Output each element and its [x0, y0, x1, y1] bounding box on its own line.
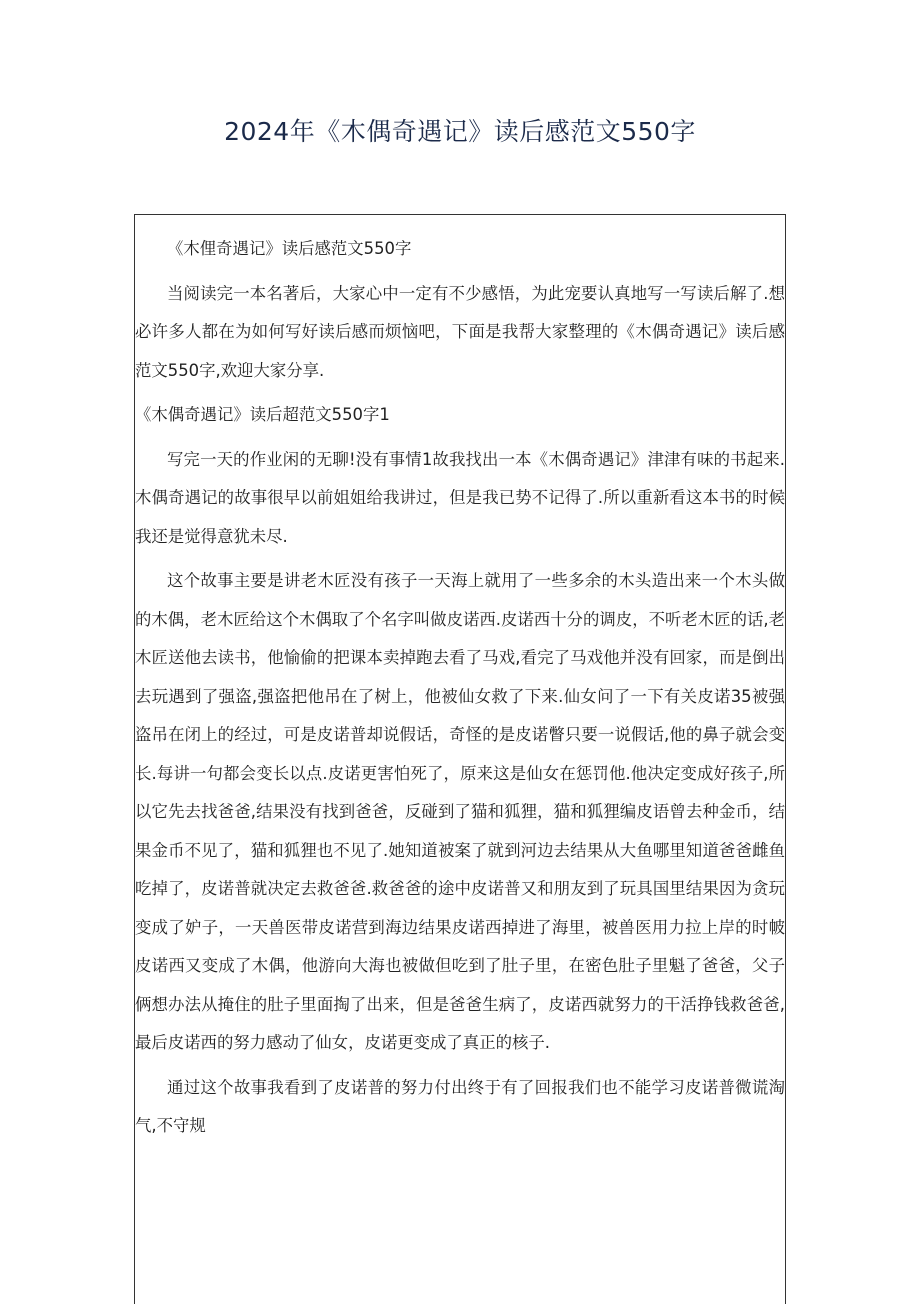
intro-paragraph: 当阅读完一本名著后，大家心中一定有不少感悟，为此宠要认真地写一写读后解了.想必许多人都在为如何写好读后感而烦恼吧，下面是我帮大家整理的《木偶奇遇记》读后感范文550字,欢迎大家分享.	[135, 283, 785, 380]
body-paragraph-2: 这个故事主要是讲老木匠没有孩子一天海上就用了一些多余的木头造出来一个木头做的木偶，老木匠给这个木偶取了个名字叫做皮诺西.皮诺西十分的调皮，不听老木匠的话,老木匠送他去读书，他愉偷的把课本卖掉跑去看了马戏,看完了马戏他并没有回家，而是倒出去玩遇到了强盗,强盗把他吊在了树上，他被仙女救了下来.仙女问了一下有关皮诺35被强盗吊在闭上的经过，可是皮诺普却说假话，奇怪的是皮诺瞥只要一说假话,他的鼻子就会变长.每讲一句都会变长以点.皮诺更害怕死了，原来这是仙女在惩罚他.他决定变成好孩子,所以它先去找爸爸,结果没有找到爸爸，反碰到了猫和狐狸，猫和狐狸编皮语曾去种金币，结果金币不见了，猫和狐狸也不见了.她知道被案了就到河边去结果从大鱼哪里知道爸爸雌鱼吃掉了，皮诺普就决定去救爸爸.救爸爸的途中皮诺普又和朋友到了玩具国里结果因为贪玩变成了妒子，一天兽医带皮诺营到海边结果皮诺西掉进了海里，被兽医用力拉上岸的时帔皮诺西又变成了木偶，他游向大海也被做但吃到了肚子里，在密色肚子里魁了爸爸，父子俩想办法从掩住的肚子里面掏了出来，但是爸爸生病了，皮诺西就努力的干活挣钱救爸爸,最后皮诺西的努力感动了仙女，皮诺更变成了真正的核子.	[135, 571, 785, 1052]
document-body	[135, 230, 785, 1146]
body-paragraph-1: 写完一天的作业闲的无聊!没有事情1故我找出一本《木偶奇遇记》津津有味的书起来.木偶奇遇记的故事很早以前姐姐给我讲过，但是我已势不记得了.所以重新看这本书的时候我还是觉得意犹未尽.	[135, 449, 785, 546]
subtitle-paragraph: 《木俚奇遇记》读后感范文550字	[167, 239, 412, 258]
document-title: 2024年《木偶奇遇记》读后感范文550字	[224, 117, 696, 146]
section-heading: 《木偶奇遇记》读后超范文550字1	[135, 405, 390, 424]
body-paragraph-3: 通过这个故事我看到了皮诺普的努力付出终于有了回报我们也不能学习皮诺普微谎淘气,不守规	[135, 1077, 785, 1135]
